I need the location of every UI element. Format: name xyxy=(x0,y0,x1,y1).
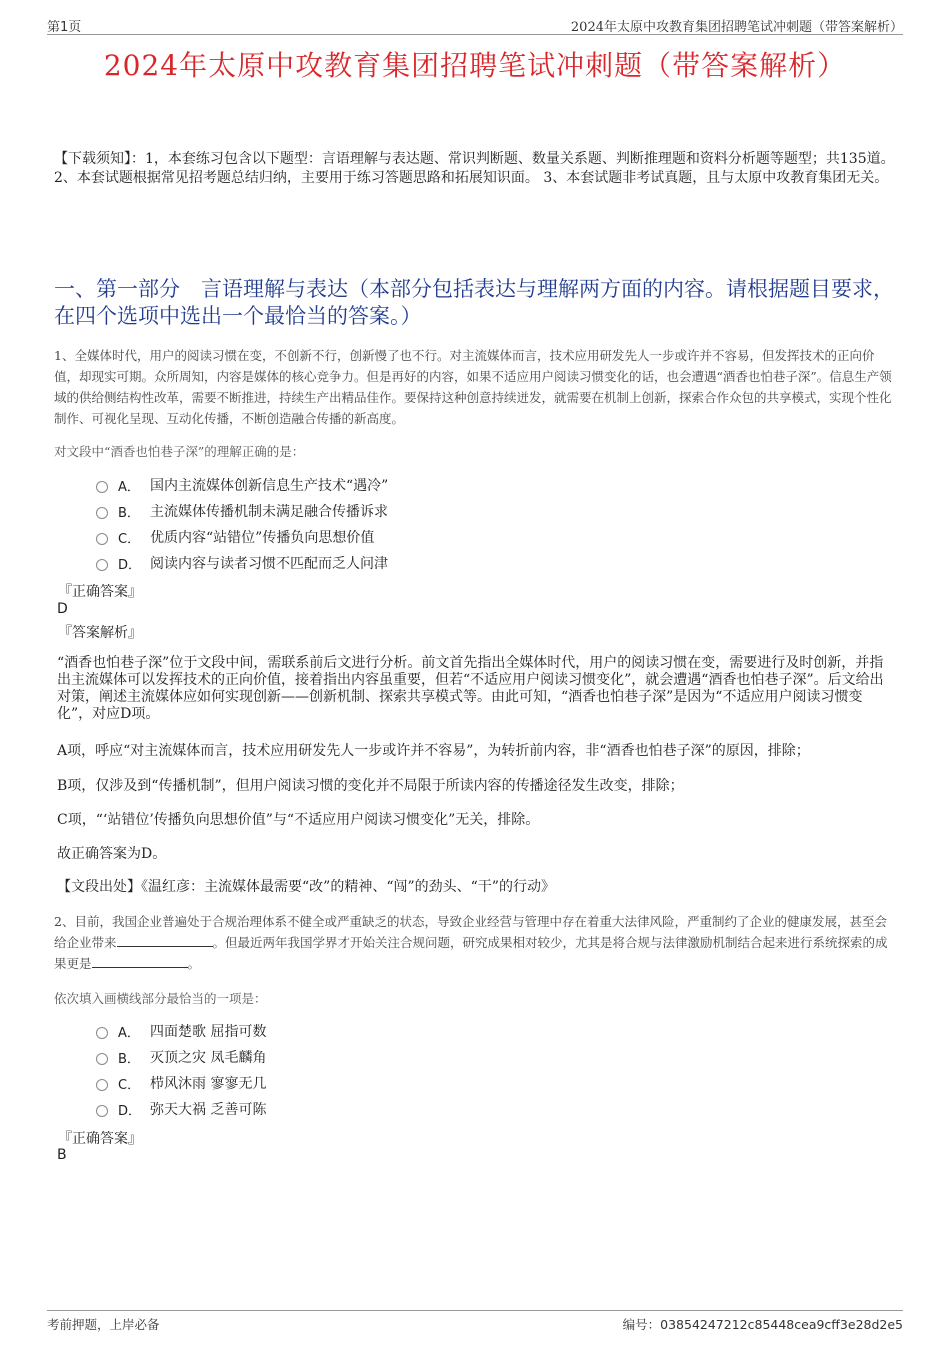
option-text: 弥天大祸 乏善可陈 xyxy=(150,1102,267,1118)
q1-passage: 1、全媒体时代，用户的阅读习惯在变，不创新不行，创新慢了也不行。对主流媒体而言，技术应用研发先人一步或许并不容易，但发挥技术的正向价值，却现实可期。众所周知，内容是媒体的核心竞争力。但是再好的内容，如果不适应用户阅读习惯变化的话，也会遭遇“酒香也怕巷子深”。信息生产领域的供给侧结构性改革，需要不断推进，持续生产出精品佳作。要保持这种创意持续迸发，就需要在机制上创新，探索合作众包的共享模式，实现个性化制作、可视化呈现、互动化传播，不断创造融合传播的新高度。 xyxy=(54,348,892,426)
q1-source: 【文段出处】《温红彦：主流媒体最需要“改”的精神、“闯”的劲头、“干”的行动》 xyxy=(57,879,555,895)
option-text: 主流媒体传播机制未满足融合传播诉求 xyxy=(150,504,388,520)
q2-answer: B xyxy=(57,1147,67,1163)
download-notice: 【下载须知】：1，本套练习包含以下题型：言语理解与表达题、常识判断题、数量关系题、判断推理题和资料分析题等题型；共135道。 2、本套试题根据常见招考题总结归纳，主要用于练习答题思路和拓展知识面。 3、本套试题非考试真题，且与太原中攻教育集团无关。 xyxy=(54,151,895,186)
page-title: 2024年太原中攻教育集团招聘笔试冲刺题（带答案解析） xyxy=(103,49,847,82)
section-heading: 一、第一部分 言语理解与表达（本部分包括表达与理解两方面的内容。请根据题目要求，在四个选项中选出一个最恰当的答案。） xyxy=(54,277,894,328)
q1-analysis-b: B项，仅涉及到“传播机制”，但用户阅读习惯的变化并不局限于所读内容的传播途径发生改变，排除； xyxy=(57,778,684,794)
radio-icon[interactable] xyxy=(96,533,108,545)
option-text: 国内主流媒体创新信息生产技术“遇冷” xyxy=(150,478,389,494)
option-text: 栉风沐雨 寥寥无几 xyxy=(150,1076,267,1092)
q1-option-a[interactable]: A． 国内主流媒体创新信息生产技术“遇冷” xyxy=(96,472,388,498)
q1-option-b[interactable]: B． 主流媒体传播机制未满足融合传播诉求 xyxy=(96,498,388,524)
option-text: 阅读内容与读者习惯不匹配而乏人问津 xyxy=(150,556,388,572)
q1-answer-label: 『正确答案』 xyxy=(58,584,142,600)
q1-answer: D xyxy=(57,601,68,617)
radio-icon[interactable] xyxy=(96,481,108,493)
q2-option-c[interactable]: C． 栉风沐雨 寥寥无几 xyxy=(96,1070,266,1096)
option-text: 优质内容“站错位”传播负向思想价值 xyxy=(150,530,375,546)
page-header xyxy=(47,14,903,35)
page-footer xyxy=(47,1310,903,1335)
q2-option-b[interactable]: B． 灭顶之灾 凤毛麟角 xyxy=(96,1044,266,1070)
option-text: 四面楚歌 屈指可数 xyxy=(150,1024,267,1040)
q2-passage: 2、目前，我国企业普遍处于合规治理体系不健全或严重缺乏的状态，导致企业经营与管理中存在着重大法律风险，严重制约了企业的健康发展，甚至会给企业带来 。但最近两年我国学界才开始关注合规问题，研究成果相对较少，尤其是将合规与法律激励机制结合起来进行系统探索的成果更是 。 xyxy=(54,914,888,971)
q1-option-c[interactable]: C． 优质内容“站错位”传播负向思想价值 xyxy=(96,524,388,550)
q2-options xyxy=(96,1018,266,1122)
fill-blank[interactable] xyxy=(92,967,188,968)
header-doc-title: 2024年太原中攻教育集团招聘笔试冲刺题（带答案解析） xyxy=(570,20,903,35)
footer-code: 编号：03854247212c85448cea9cff3e28d2e5 xyxy=(622,1317,903,1332)
radio-icon[interactable] xyxy=(96,1079,108,1091)
q1-conclusion: 故正确答案为D。 xyxy=(57,846,167,862)
footer-slogan: 考前押题，上岸必备 xyxy=(47,1317,160,1332)
q1-options xyxy=(96,472,388,576)
radio-icon[interactable] xyxy=(96,507,108,519)
q1-analysis-label: 『答案解析』 xyxy=(58,625,142,641)
option-text: 灭顶之灾 凤毛麟角 xyxy=(150,1050,267,1066)
page-number: 第1页 xyxy=(47,20,82,35)
q1-prompt: 对文段中“酒香也怕巷子深”的理解正确的是： xyxy=(54,444,305,459)
radio-icon[interactable] xyxy=(96,1027,108,1039)
q1-option-d[interactable]: D． 阅读内容与读者习惯不匹配而乏人问津 xyxy=(96,550,388,576)
q2-option-d[interactable]: D． 弥天大祸 乏善可陈 xyxy=(96,1096,266,1122)
radio-icon[interactable] xyxy=(96,559,108,571)
radio-icon[interactable] xyxy=(96,1053,108,1065)
q1-analysis-c: C项，“‘站错位’传播负向思想价值”与“不适应用户阅读习惯变化”无关，排除。 xyxy=(57,812,540,828)
q1-analysis-a: A项，呼应“对主流媒体而言，技术应用研发先人一步或许并不容易”，为转折前内容，非“酒香也怕巷子深”的原因，排除； xyxy=(57,743,810,759)
q1-analysis-main: “酒香也怕巷子深”位于文段中间，需联系前后文进行分析。前文首先指出全媒体时代，用户的阅读习惯在变，需要进行及时创新，并指出主流媒体可以发挥技术的正向价值，接着指出内容虽重要，但若“不适应用户阅读习惯变化”，就会遭遇“酒香也怕巷子深”。后文给出对策，阐述主流媒体应如何实现创新——创新机制、探索共享模式等。由此可知，“酒香也怕巷子深”是因为“不适应用户阅读习惯变化”，对应D项。 xyxy=(57,655,884,722)
fill-blank[interactable] xyxy=(117,946,213,947)
radio-icon[interactable] xyxy=(96,1105,108,1117)
q2-prompt: 依次填入画横线部分最恰当的一项是： xyxy=(54,991,267,1006)
q2-option-a[interactable]: A． 四面楚歌 屈指可数 xyxy=(96,1018,266,1044)
q2-answer-label: 『正确答案』 xyxy=(58,1131,142,1147)
